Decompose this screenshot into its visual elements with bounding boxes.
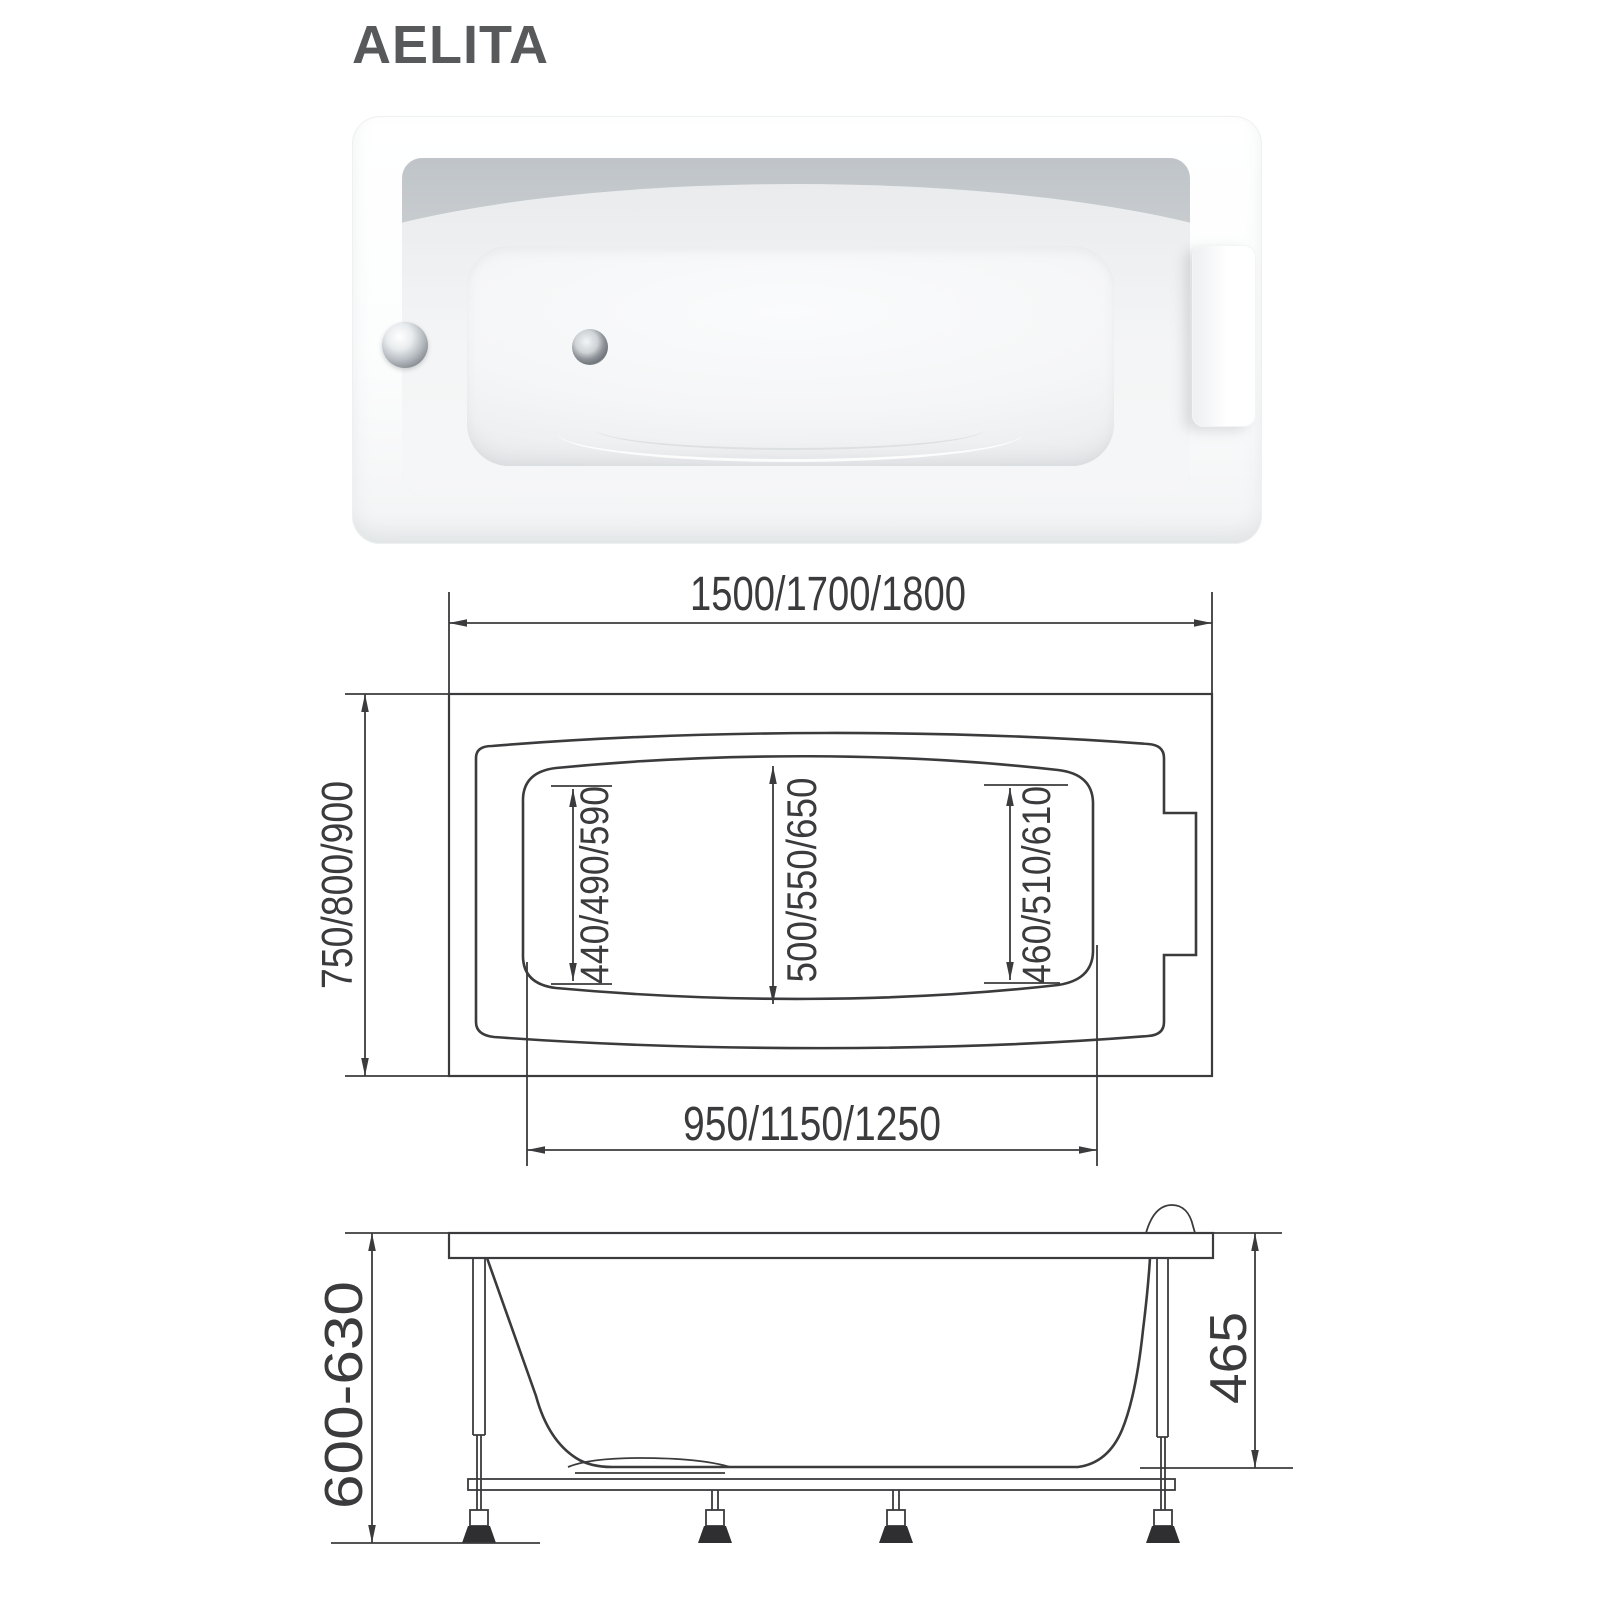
foot [879, 1510, 913, 1543]
plan-view [313, 568, 1212, 1166]
rim-bar [449, 1233, 1213, 1258]
foot-neck [706, 1510, 724, 1526]
frame-rail [468, 1479, 1175, 1490]
inner-bottom-length-label: 950/1150/1250 [683, 1098, 941, 1151]
foot-pad [698, 1526, 732, 1543]
foot-neck [470, 1510, 488, 1526]
inner-width-left-label: 440/490/590 [573, 761, 617, 984]
support-frame [462, 1258, 1180, 1543]
overall-length-label: 1500/1700/1800 [690, 568, 966, 621]
left-leg-channel [473, 1258, 485, 1510]
foot-neck [1154, 1510, 1172, 1526]
side-view [314, 1205, 1293, 1543]
overflow-spout [1146, 1205, 1195, 1233]
dimension-inner-width-right [984, 761, 1068, 984]
foot-pad [462, 1526, 496, 1543]
dimension-rim-to-floor [1140, 1233, 1293, 1468]
page-title: AELITA [352, 15, 549, 75]
foot-neck [887, 1510, 905, 1526]
foot [698, 1510, 732, 1543]
overall-width-label: 750/800/900 [313, 744, 362, 989]
inner-width-right-label: 460/510/610 [1015, 761, 1059, 984]
inner-width-center-label: 500/550/650 [778, 748, 825, 983]
middle-leg-stems [712, 1490, 899, 1510]
dimension-overall-width [313, 694, 450, 1076]
dimension-overall-length [449, 568, 1212, 693]
foot [462, 1510, 496, 1543]
foot [1146, 1510, 1180, 1543]
dimension-installed-height [314, 1233, 374, 1543]
foot-pad [879, 1526, 913, 1543]
right-leg-channel [1157, 1258, 1168, 1510]
installed-height-label: 600-630 [314, 1310, 374, 1509]
dimension-inner-width-left [551, 761, 617, 984]
dimension-inner-width-center [773, 748, 825, 1004]
tub-side-profile [487, 1258, 1150, 1467]
foot-pad [1146, 1526, 1180, 1543]
rim-to-floor-label: 465 [1200, 1317, 1258, 1404]
